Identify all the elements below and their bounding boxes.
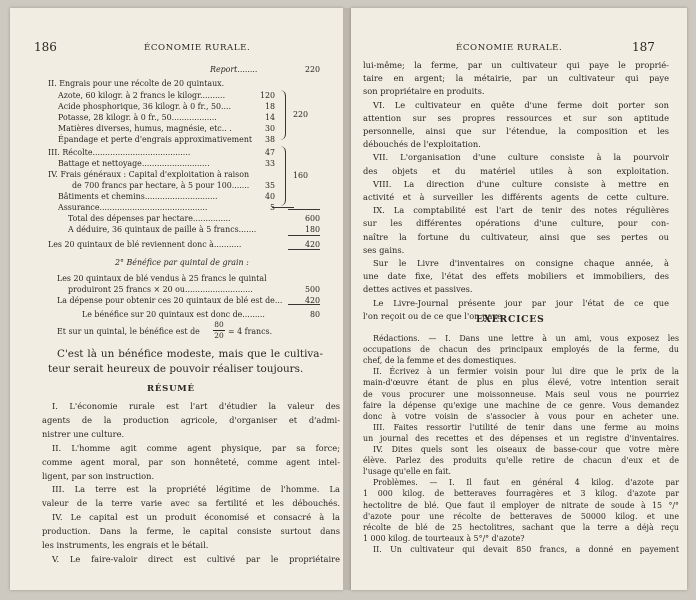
exercises-title: EXERCICES — [476, 314, 545, 325]
benefit-title: 2° Bénéfice par quintal de grain : — [115, 258, 249, 267]
summary-line: production. Dans la ferme, le capital consiste surtout dans — [42, 526, 340, 537]
cost-row-label: Épandage et perte d'engrais approximativement — [58, 135, 253, 144]
total-row-label: A déduire, 36 quintaux de paille à 5 francs....... — [68, 225, 257, 234]
page-header-right: ÉCONOMIE RURALE. — [456, 43, 563, 53]
benefit-row-value: 80 — [309, 310, 320, 319]
cost-row-label: Acide phosphorique, 36 kilogr. à 0 fr., 50.... — [58, 102, 232, 111]
cost-row-label: Matières diverses, humus, magnésie, etc.. . — [58, 124, 232, 133]
summary-line: comme agent moral, par son honnêteté, comme agent intel- — [42, 456, 340, 467]
cost-row-label: de 700 francs par hectare, à 5 pour 100....... — [72, 181, 250, 190]
cost-row-label: Bâtiments et chemins............................. — [58, 192, 218, 201]
cost-row-value: 14 — [264, 113, 275, 122]
exercise-line: faire la dépense qu'exige une machine de ce genre. Vous demandez — [363, 400, 679, 410]
exercise-line: II. Un cultivateur qui devait 850 francs, a donné en payement — [373, 544, 679, 554]
exercise-line: récolte de blé de 25 hectolitres, sachant que la terre a déjà reçu — [363, 522, 679, 532]
exercise-line: 1 000 kilog. de betteraves fourragères et 3 kilog. d'azote par — [363, 489, 679, 499]
fraction-numerator: 80 — [214, 320, 224, 329]
benefit-row-value: 500 — [304, 285, 320, 294]
rule-1 — [272, 207, 294, 208]
cost-row-label: Battage et nettoyage........................... — [58, 159, 210, 168]
exercise-line: hectolitre de blé. Que faut il employer de nitrate de soude à 15 °/° — [363, 500, 679, 510]
summary-line: nistrer une culture. — [42, 428, 125, 439]
right-page — [351, 8, 687, 590]
cost-row-value: 5 — [269, 203, 275, 212]
left-page — [10, 8, 343, 590]
body-line: Sur le Livre d'inventaires on consigne chaque année, à — [373, 258, 669, 268]
exercise-line: de vous procurer une moissonneuse. Mais seul vous ne pourriez — [363, 389, 679, 399]
brace-frais — [280, 146, 286, 206]
body-line: ses gains. — [363, 244, 405, 255]
brace-engrais — [280, 90, 286, 140]
cost-row-label: Azote, 60 kilogr. à 2 francs le kilogr.......... — [58, 91, 226, 100]
summary-line: IV. Le capital est un produit économisé et consacré à la — [52, 512, 340, 523]
exercise-line: occupations de chacun des principaux employés de la ferme, du — [363, 345, 679, 355]
conclusion-line-1: C'est là un bénéfice modeste, mais que le cultiva- — [57, 348, 323, 360]
cost-row-label: IV. Frais généraux : Capital d'exploitation à raison — [48, 170, 250, 179]
fraction-denominator: 20 — [214, 331, 224, 340]
exercise-line: main-d'œuvre étant de plus en plus élevé, votre intention serait — [363, 378, 679, 388]
body-line: une date fixe, l'état des effets mobiliers et immobiliers, des — [363, 271, 669, 282]
cost-row-value: 30 — [264, 124, 275, 133]
exercise-line: chef, de la femme et des domestiques. — [363, 356, 517, 366]
body-line: activité et à surveiller les différents agents de cette culture. — [363, 192, 669, 202]
body-line: sur les différentes opérations d'une culture, pour con- — [363, 218, 669, 229]
body-line: l'on reçoit ou de ce que l'on paye. — [363, 310, 505, 321]
body-line: attention sur ses propres ressources et sur son aptitude — [363, 112, 669, 123]
summary-title: RÉSUMÉ — [147, 384, 195, 394]
cost-row-label: III. Récolte....................................... — [48, 148, 191, 157]
page-number-left: 186 — [34, 40, 57, 54]
body-line: débouchés de l'exploitation. — [363, 139, 481, 150]
rule-5 — [288, 304, 320, 305]
exercise-line: Rédactions. — I. Dans une lettre à un ami, vous exposez les — [373, 334, 679, 343]
body-line: VII. L'organisation d'une culture consiste à la pourvoir — [373, 152, 669, 163]
body-line: lui-même; la ferme, par un cultivateur qui paye le proprié- — [363, 60, 669, 70]
body-line: IX. La comptabilité est l'art de tenir des notes régulières — [373, 205, 669, 216]
cost-row-label: Potasse, 28 kilogr. à 0 fr., 50.................. — [58, 113, 217, 122]
benefit-row-value: 420 — [304, 296, 320, 305]
benefit-row-label: Les 20 quintaux de blé vendus à 25 francs le quintal — [57, 274, 267, 283]
rule-4 — [288, 249, 320, 250]
exercise-line: un journal des recettes et des dépenses et un registre d'inventaires. — [363, 433, 679, 443]
summary-line: ligent, par son instruction. — [42, 470, 155, 481]
benefit-row-label: produiront 25 francs × 20 ou........................... — [68, 285, 253, 294]
cost-row-value: 35 — [264, 181, 275, 190]
exercise-line: Problèmes. — I. Il faut en général 4 kilog. d'azote par — [373, 478, 679, 488]
benefit-row-label: Le bénéfice sur 20 quintaux est donc de......... — [82, 310, 265, 319]
total-row-label: Total des dépenses par hectare............... — [68, 214, 231, 223]
exercise-line: 1 000 kilog. de tourteaux à 5°/° d'azote? — [363, 533, 525, 543]
body-line: taire en argent; la métairie, par un cultivateur qui paye — [363, 73, 669, 84]
benefit-row-label: La dépense pour obtenir ces 20 quintaux de blé est de... — [57, 296, 283, 305]
body-line: personnelle, ainsi que sur l'étendue, la composition et les — [363, 126, 669, 136]
summary-line: V. Le faire-valoir direct est cultivé par le propriétaire — [52, 553, 340, 564]
total-row-label: Les 20 quintaux de blé reviennent donc à........... — [48, 240, 242, 249]
exercise-line: II. Écrivez à un fermier voisin pour lui dire que le prix de la — [373, 367, 679, 377]
conclusion-line-2: teur serait heureux de pouvoir réaliser toujours. — [48, 363, 304, 375]
total-row-value: 420 — [304, 240, 320, 249]
report-value: 220 — [304, 65, 320, 74]
summary-line: agents de la production agricole, d'organiser et d'admi- — [42, 414, 340, 425]
body-line: VI. Le cultivateur en quête d'une ferme doit porter son — [373, 99, 669, 110]
summary-line: III. La terre est la propriété légitime de l'homme. La — [52, 484, 340, 495]
exercise-line: élève. Parlez des produits qu'elle retire de chacun d'eux et de — [363, 456, 679, 466]
exercise-line: donc à votre voisin de s'associer à vous pour en acheter une. — [363, 411, 679, 421]
page-number-right: 187 — [632, 40, 655, 54]
exercise-line: IV. Dites quels sont les oiseaux de basse-cour que votre mère — [373, 445, 679, 454]
rule-3 — [288, 235, 320, 236]
book-gutter — [343, 8, 351, 590]
cost-row-value: 18 — [264, 102, 275, 111]
total-row-value: 600 — [304, 214, 320, 223]
rule-2 — [288, 209, 320, 210]
quintal-text: Et sur un quintal, le bénéfice est de — [57, 327, 200, 336]
cost-row-value: 38 — [264, 135, 275, 144]
fraction-result: = 4 francs. — [228, 327, 273, 336]
body-line: VIII. La direction d'une culture consiste à mettre en — [373, 178, 669, 189]
body-line: naître la fortune du cultivateur, ainsi que ses pertes ou — [363, 231, 669, 242]
summary-line: I. L'économie rurale est l'art d'étudier la valeur des — [52, 401, 340, 411]
frais-total: 160 — [293, 171, 309, 180]
total-row-value: 180 — [304, 225, 320, 234]
summary-line: II. L'homme agit comme agent physique, par sa force; — [52, 442, 340, 453]
exercise-line: III. Faites ressortir l'utilité de tenir dans une ferme au moins — [373, 422, 679, 432]
cost-row-value: 40 — [264, 192, 275, 201]
body-line: des objets et du matériel utiles à son exploitation. — [363, 165, 669, 176]
summary-line: valeur de la terre varie avec sa fertilité et les débouchés. — [42, 498, 340, 509]
engrais-total: 220 — [293, 110, 309, 119]
body-line: Le Livre-Journal présente jour par jour l'état de ce que — [373, 297, 669, 308]
cost-row-value: 33 — [264, 159, 275, 168]
exercise-line: d'azote pour une récolte de betteraves de 50000 kilog. et une — [363, 511, 679, 521]
summary-line: les instruments, les engrais et le bétail. — [42, 540, 209, 550]
body-line: dettes actives et passives. — [363, 284, 473, 295]
cost-row-label: II. Engrais pour une récolte de 20 quintaux. — [48, 79, 225, 88]
cost-row-value: 47 — [264, 148, 275, 157]
body-line: son propriétaire en produits. — [363, 86, 485, 97]
page-header-left: ÉCONOMIE RURALE. — [144, 43, 251, 53]
exercise-line: l'usage qu'elle en fait. — [363, 467, 452, 477]
report-label: Report........ — [210, 65, 258, 74]
cost-row-label: Assurance........................................... — [58, 203, 208, 212]
cost-row-value: 120 — [259, 91, 275, 100]
